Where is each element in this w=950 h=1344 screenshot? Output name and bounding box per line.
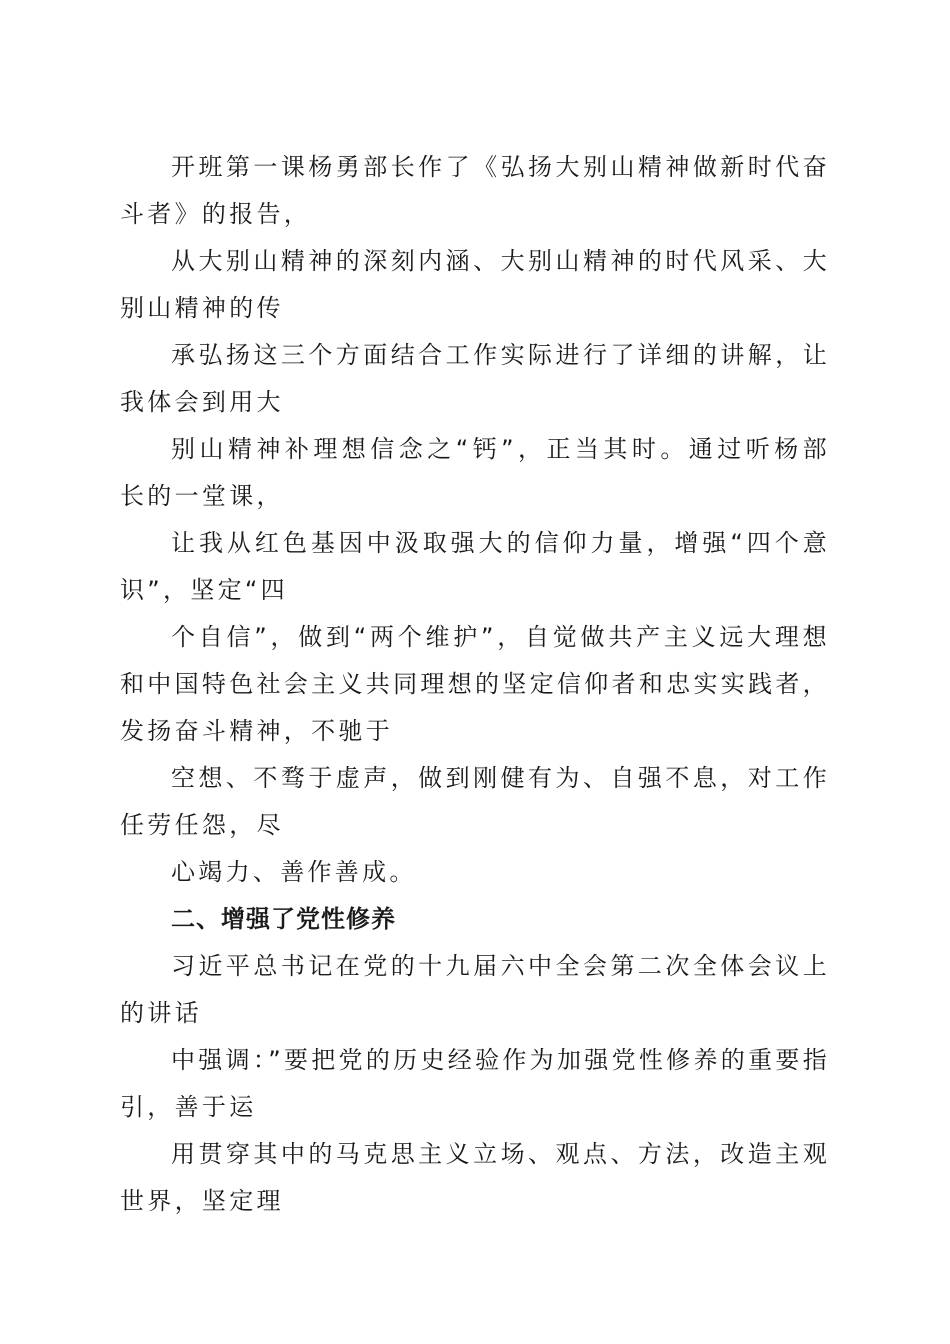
paragraph-9: 习近平总书记在党的十九届六中全会第二次全体会议上的讲话 [120, 952, 830, 1027]
section-heading: 二、增强了党性修养 [171, 905, 396, 933]
paragraph-7: 空想、不骛于虚声，做到刚健有为、自强不息，对工作任劳任怨，尽 [120, 764, 830, 839]
paragraph-2: 从大别山精神的深刻内涵、大别山精神的时代风采、大别山精神的传 [120, 247, 830, 322]
document-body [120, 144, 830, 1225]
paragraph-6: 个自信”，做到“两个维护”，自觉做共产主义远大理想和中国特色社会主义共同理想的坚定信仰者和忠实实践者，发扬奋斗精神，不驰于 [120, 623, 830, 745]
paragraph-4: 别山精神补理想信念之“钙”，正当其时。通过听杨部长的一堂课， [120, 435, 830, 510]
paragraph-10: 中强调：”要把党的历史经验作为加强党性修养的重要指引，善于运 [120, 1046, 830, 1121]
paragraph-3: 承弘扬这三个方面结合工作实际进行了详细的讲解，让我体会到用大 [120, 341, 830, 416]
paragraph-8: 心竭力、善作善成。 [171, 858, 417, 886]
paragraph-1: 开班第一课杨勇部长作了《弘扬大别山精神做新时代奋斗者》的报告， [120, 153, 830, 228]
paragraph-11: 用贯穿其中的马克思主义立场、观点、方法，改造主观世界，坚定理 [120, 1140, 830, 1215]
paragraph-5: 让我从红色基因中汲取强大的信仰力量，增强“四个意识”，坚定“四 [120, 529, 830, 604]
